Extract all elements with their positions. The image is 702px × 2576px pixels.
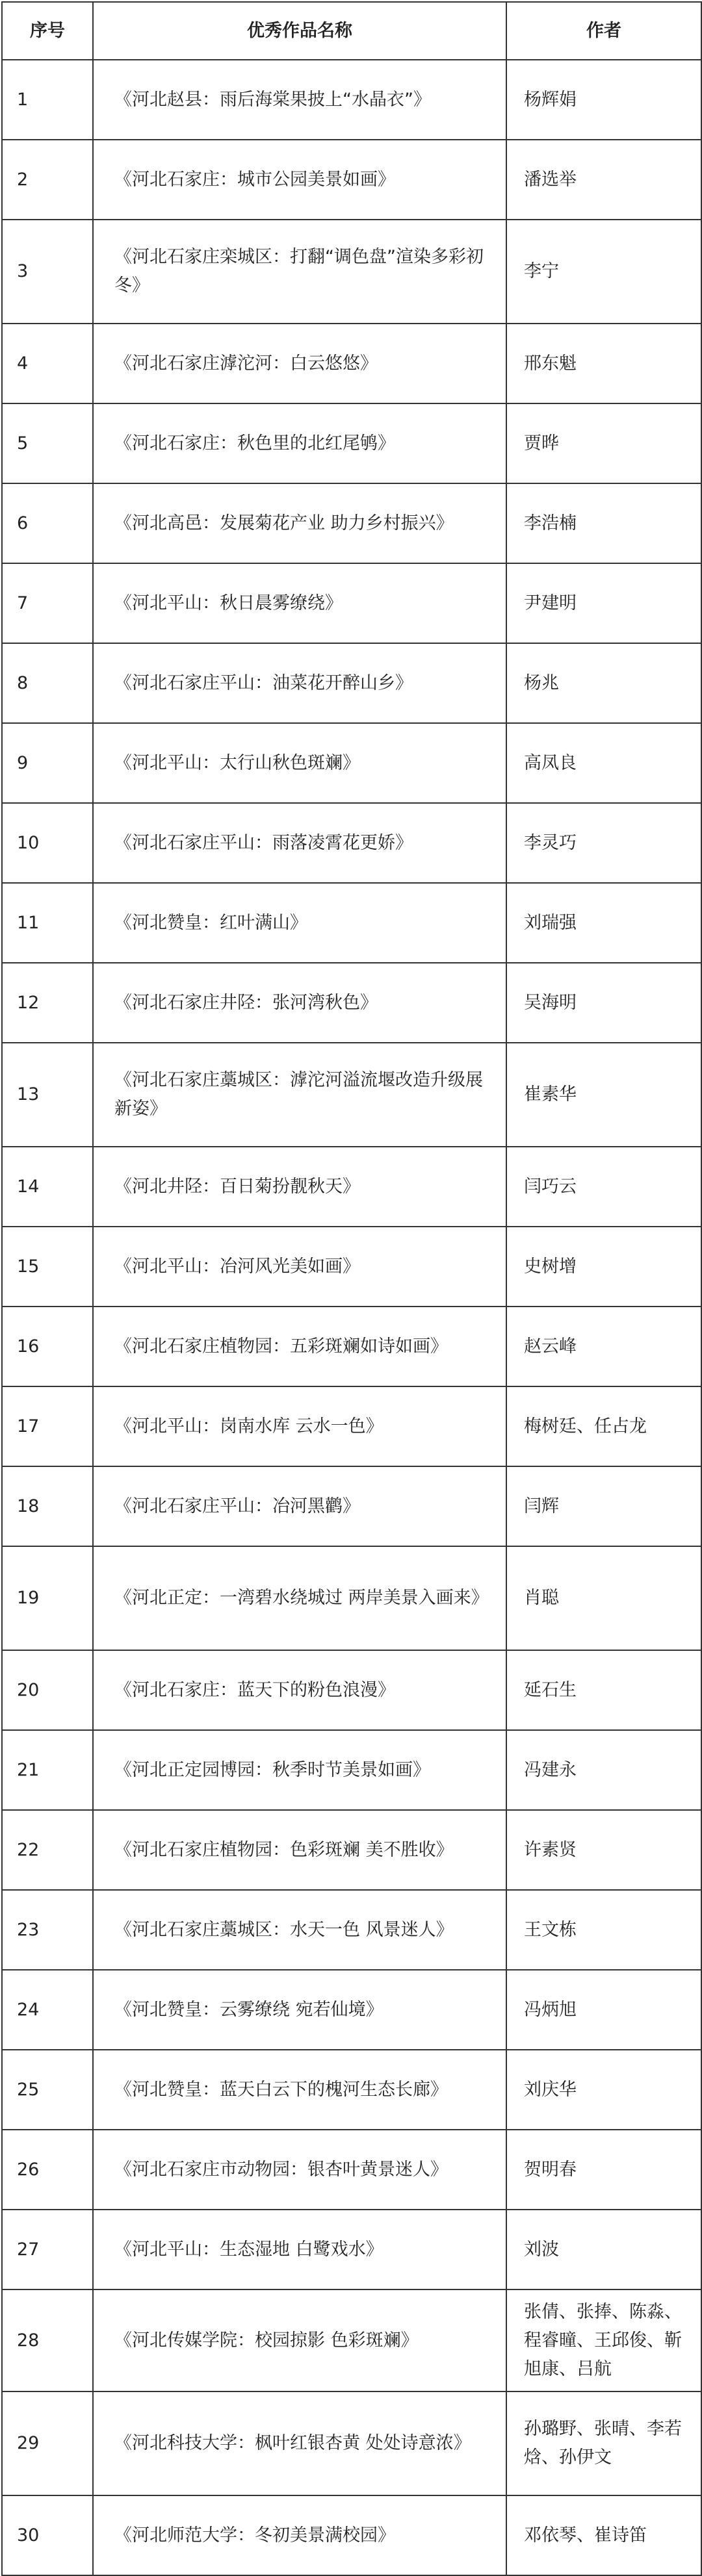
work-title-cell: 《河北石家庄平山：冶河黑鹳》 xyxy=(93,1466,506,1546)
row-number-cell: 12 xyxy=(2,963,93,1043)
work-title-cell: 《河北平山：太行山秋色斑斓》 xyxy=(93,723,506,803)
author-cell: 孙璐野、张晴、李若焓、孙伊文 xyxy=(506,2391,701,2495)
work-title-cell: 《河北石家庄：蓝天下的粉色浪漫》 xyxy=(93,1650,506,1730)
author-cell: 崔素华 xyxy=(506,1043,701,1147)
table-row xyxy=(2,1890,701,1970)
table-row xyxy=(2,2495,701,2575)
table-row xyxy=(2,483,701,563)
row-number-cell: 22 xyxy=(2,1810,93,1890)
row-number-cell: 2 xyxy=(2,140,93,220)
author-cell: 贾晔 xyxy=(506,403,701,483)
row-number-cell: 23 xyxy=(2,1890,93,1970)
row-number-cell: 7 xyxy=(2,563,93,643)
work-title-cell: 《河北石家庄滹沱河：白云悠悠》 xyxy=(93,324,506,403)
work-title-cell: 《河北石家庄市动物园：银杏叶黄景迷人》 xyxy=(93,2130,506,2210)
author-cell: 张倩、张捧、陈淼、程睿曈、王邱俊、靳旭康、吕航 xyxy=(506,2289,701,2391)
author-cell: 闫巧云 xyxy=(506,1147,701,1227)
work-title-cell: 《河北师范大学：冬初美景满校园》 xyxy=(93,2495,506,2575)
row-number-cell: 17 xyxy=(2,1386,93,1466)
author-cell: 李灵巧 xyxy=(506,803,701,883)
author-cell: 肖聪 xyxy=(506,1546,701,1650)
row-number-cell: 18 xyxy=(2,1466,93,1546)
row-number-cell: 24 xyxy=(2,1970,93,2050)
work-title-cell: 《河北平山：秋日晨雾缭绕》 xyxy=(93,563,506,643)
table-row xyxy=(2,2130,701,2210)
work-title-cell: 《河北石家庄平山：雨落凌霄花更娇》 xyxy=(93,803,506,883)
author-cell: 李宁 xyxy=(506,220,701,324)
work-title-cell: 《河北石家庄藁城区：滹沱河溢流堰改造升级展新姿》 xyxy=(93,1043,506,1147)
author-cell: 史树增 xyxy=(506,1227,701,1307)
table-row xyxy=(2,1546,701,1650)
table-row xyxy=(2,1466,701,1546)
author-cell: 冯建永 xyxy=(506,1730,701,1810)
author-cell: 许素贤 xyxy=(506,1810,701,1890)
work-title-cell: 《河北正定：一湾碧水绕城过 两岸美景入画来》 xyxy=(93,1546,506,1650)
header-number: 序号 xyxy=(2,2,93,60)
table-row xyxy=(2,1970,701,2050)
row-number-cell: 25 xyxy=(2,2050,93,2130)
table-row xyxy=(2,1147,701,1227)
author-cell: 刘波 xyxy=(506,2210,701,2289)
row-number-cell: 4 xyxy=(2,324,93,403)
author-cell: 潘选举 xyxy=(506,140,701,220)
row-number-cell: 20 xyxy=(2,1650,93,1730)
row-number-cell: 26 xyxy=(2,2130,93,2210)
work-title-cell: 《河北石家庄栾城区：打翻“调色盘”渲染多彩初冬》 xyxy=(93,220,506,324)
work-title-cell: 《河北赵县：雨后海棠果披上“水晶衣”》 xyxy=(93,60,506,140)
table-row xyxy=(2,643,701,723)
work-title-cell: 《河北石家庄井陉：张河湾秋色》 xyxy=(93,963,506,1043)
work-title-cell: 《河北高邑：发展菊花产业 助力乡村振兴》 xyxy=(93,483,506,563)
work-title-cell: 《河北传媒学院：校园掠影 色彩斑斓》 xyxy=(93,2289,506,2391)
author-cell: 刘庆华 xyxy=(506,2050,701,2130)
row-number-cell: 15 xyxy=(2,1227,93,1307)
row-number-cell: 5 xyxy=(2,403,93,483)
row-number-cell: 19 xyxy=(2,1546,93,1650)
author-cell: 刘瑞强 xyxy=(506,883,701,963)
author-cell: 闫辉 xyxy=(506,1466,701,1546)
row-number-cell: 1 xyxy=(2,60,93,140)
header-author: 作者 xyxy=(506,2,701,60)
row-number-cell: 3 xyxy=(2,220,93,324)
author-cell: 梅树廷、任占龙 xyxy=(506,1386,701,1466)
row-number-cell: 13 xyxy=(2,1043,93,1147)
author-cell: 王文栋 xyxy=(506,1890,701,1970)
work-title-cell: 《河北平山：冶河风光美如画》 xyxy=(93,1227,506,1307)
row-number-cell: 28 xyxy=(2,2289,93,2391)
table-row xyxy=(2,1307,701,1386)
work-title-cell: 《河北赞皇：红叶满山》 xyxy=(93,883,506,963)
author-cell: 邓依琴、崔诗笛 xyxy=(506,2495,701,2575)
work-title-cell: 《河北平山：岗南水库 云水一色》 xyxy=(93,1386,506,1466)
winners-table xyxy=(1,1,702,2576)
work-title-cell: 《河北石家庄植物园：色彩斑斓 美不胜收》 xyxy=(93,1810,506,1890)
header-row xyxy=(2,2,701,60)
author-cell: 李浩楠 xyxy=(506,483,701,563)
row-number-cell: 21 xyxy=(2,1730,93,1810)
table-row xyxy=(2,140,701,220)
row-number-cell: 14 xyxy=(2,1147,93,1227)
work-title-cell: 《河北科技大学：枫叶红银杏黄 处处诗意浓》 xyxy=(93,2391,506,2495)
table-row xyxy=(2,2210,701,2289)
row-number-cell: 29 xyxy=(2,2391,93,2495)
table-row xyxy=(2,1650,701,1730)
author-cell: 杨兆 xyxy=(506,643,701,723)
work-title-cell: 《河北井陉：百日菊扮靓秋天》 xyxy=(93,1147,506,1227)
row-number-cell: 6 xyxy=(2,483,93,563)
row-number-cell: 27 xyxy=(2,2210,93,2289)
work-title-cell: 《河北赞皇：蓝天白云下的槐河生态长廊》 xyxy=(93,2050,506,2130)
work-title-cell: 《河北石家庄：城市公园美景如画》 xyxy=(93,140,506,220)
table-body xyxy=(2,60,701,2575)
author-cell: 尹建明 xyxy=(506,563,701,643)
table-row xyxy=(2,2050,701,2130)
table-row xyxy=(2,883,701,963)
table-row xyxy=(2,963,701,1043)
winners-table-container xyxy=(1,1,701,2576)
author-cell: 冯炳旭 xyxy=(506,1970,701,2050)
table-row xyxy=(2,324,701,403)
author-cell: 延石生 xyxy=(506,1650,701,1730)
table-row xyxy=(2,2391,701,2495)
table-row xyxy=(2,2289,701,2391)
table-row xyxy=(2,1227,701,1307)
work-title-cell: 《河北石家庄藁城区：水天一色 风景迷人》 xyxy=(93,1890,506,1970)
work-title-cell: 《河北平山：生态湿地 白鹭戏水》 xyxy=(93,2210,506,2289)
table-row xyxy=(2,220,701,324)
work-title-cell: 《河北正定园博园：秋季时节美景如画》 xyxy=(93,1730,506,1810)
table-row xyxy=(2,563,701,643)
author-cell: 邢东魁 xyxy=(506,324,701,403)
table-header xyxy=(2,2,701,60)
table-row xyxy=(2,1043,701,1147)
author-cell: 赵云峰 xyxy=(506,1307,701,1386)
author-cell: 吴海明 xyxy=(506,963,701,1043)
work-title-cell: 《河北石家庄平山：油菜花开醉山乡》 xyxy=(93,643,506,723)
row-number-cell: 11 xyxy=(2,883,93,963)
work-title-cell: 《河北石家庄植物园：五彩斑斓如诗如画》 xyxy=(93,1307,506,1386)
author-cell: 贺明春 xyxy=(506,2130,701,2210)
author-cell: 高凤良 xyxy=(506,723,701,803)
row-number-cell: 8 xyxy=(2,643,93,723)
table-row xyxy=(2,1810,701,1890)
work-title-cell: 《河北赞皇：云雾缭绕 宛若仙境》 xyxy=(93,1970,506,2050)
table-row xyxy=(2,60,701,140)
table-row xyxy=(2,403,701,483)
author-cell: 杨辉娟 xyxy=(506,60,701,140)
table-row xyxy=(2,1730,701,1810)
row-number-cell: 10 xyxy=(2,803,93,883)
table-row xyxy=(2,803,701,883)
work-title-cell: 《河北石家庄：秋色里的北红尾鸲》 xyxy=(93,403,506,483)
row-number-cell: 30 xyxy=(2,2495,93,2575)
row-number-cell: 9 xyxy=(2,723,93,803)
header-title: 优秀作品名称 xyxy=(93,2,506,60)
table-row xyxy=(2,723,701,803)
row-number-cell: 16 xyxy=(2,1307,93,1386)
table-row xyxy=(2,1386,701,1466)
